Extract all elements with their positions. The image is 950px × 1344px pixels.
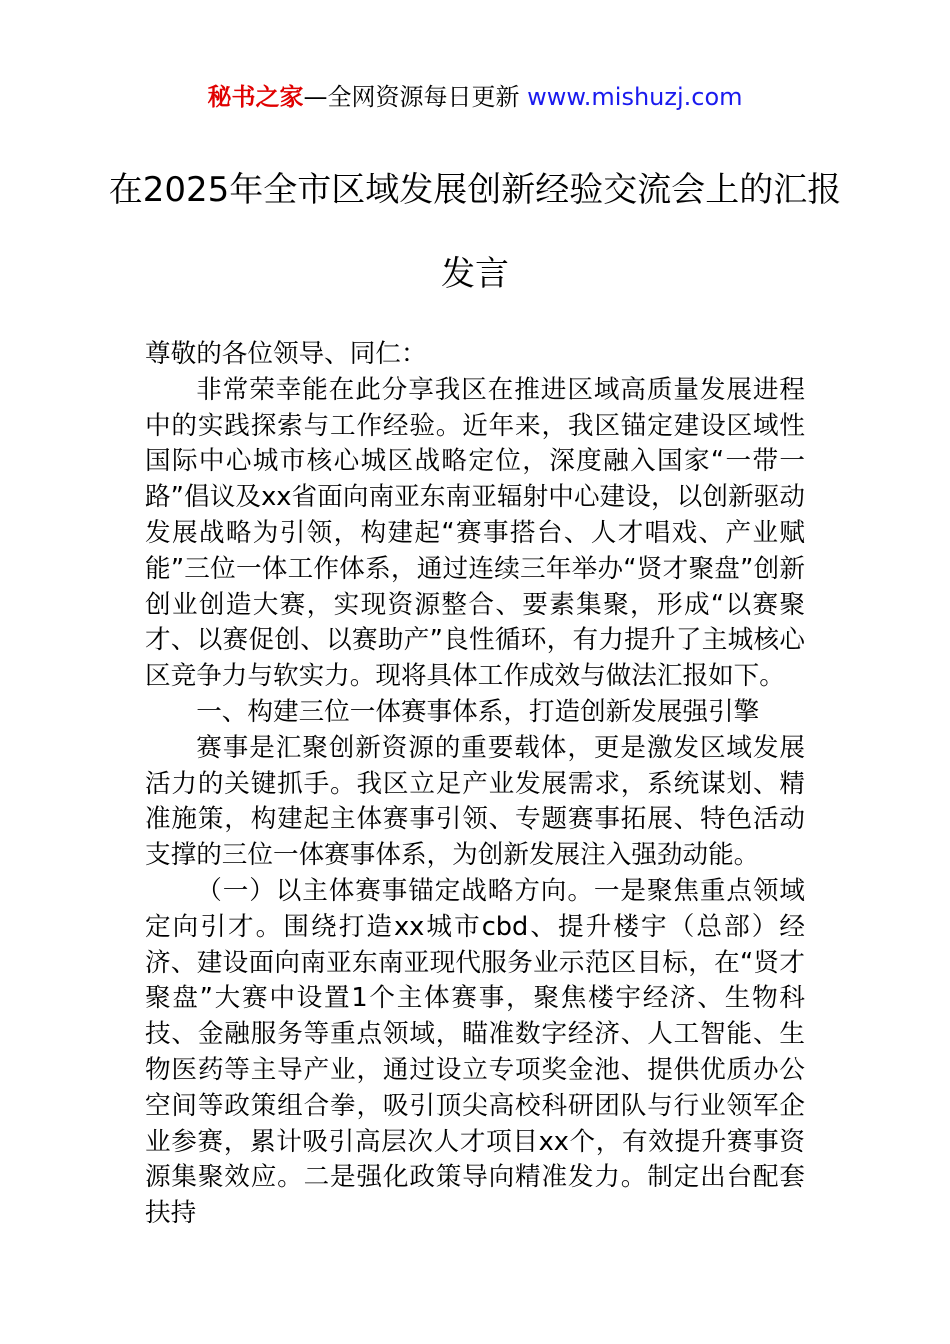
document-body	[145, 337, 805, 1232]
paragraph-intro: 非常荣幸能在此分享我区在推进区域高质量发展进程中的实践探索与工作经验。近年来，我区锚定建设区域性国际中心城市核心城区战略定位，深度融入国家“一带一路”倡议及xx省面向南亚东南亚辐射中心建设，以创新驱动发展战略为引领，构建起“赛事搭台、人才唱戏、产业赋能”三位一体工作体系，通过连续三年举办“贤才聚盘”创新创业创造大赛，实现资源整合、要素集聚，形成“以赛聚才、以赛促创、以赛助产”良性循环，有力提升了主城核心区竞争力与软实力。现将具体工作成效与做法汇报如下。	[145, 374, 805, 692]
site-url-link[interactable]: www.mishuzj.com	[527, 83, 743, 111]
paragraph-subsection-1: （一）以主体赛事锚定战略方向。一是聚焦重点领域定向引才。围绕打造xx城市cbd、提升楼宇（总部）经济、建设面向南亚东南亚现代服务业示范区目标，在“贤才聚盘”大赛中设置1个主体赛事，聚焦楼宇经济、生物科技、金融服务等重点领域，瞄准数字经济、人工智能、生物医药等主导产业，通过设立专项奖金池、提供优质办公空间等政策组合拳，吸引顶尖高校科研团队与行业领军企业参赛，累计吸引高层次人才项目xx个，有效提升赛事资源集聚效应。二是强化政策导向精准发力。制定出台配套扶持	[145, 875, 805, 1229]
salutation: 尊敬的各位领导、同仁：	[145, 339, 427, 369]
site-header	[0, 80, 950, 114]
site-slogan: 全网资源每日更新	[327, 83, 520, 111]
document-title: 在2025年全市区域发展创新经验交流会上的汇报发言	[108, 170, 842, 294]
site-brand: 秘书之家	[207, 83, 304, 111]
paragraph-section-1: 赛事是汇聚创新资源的重要载体，更是激发区域发展活力的关键抓手。我区立足产业发展需求，系统谋划、精准施策，构建起主体赛事引领、专题赛事拓展、特色活动支撑的三位一体赛事体系，为创新发展注入强劲动能。	[145, 732, 805, 871]
section-heading-1: 一、构建三位一体赛事体系，打造创新发展强引擎	[196, 696, 760, 727]
header-separator: —	[303, 83, 328, 111]
